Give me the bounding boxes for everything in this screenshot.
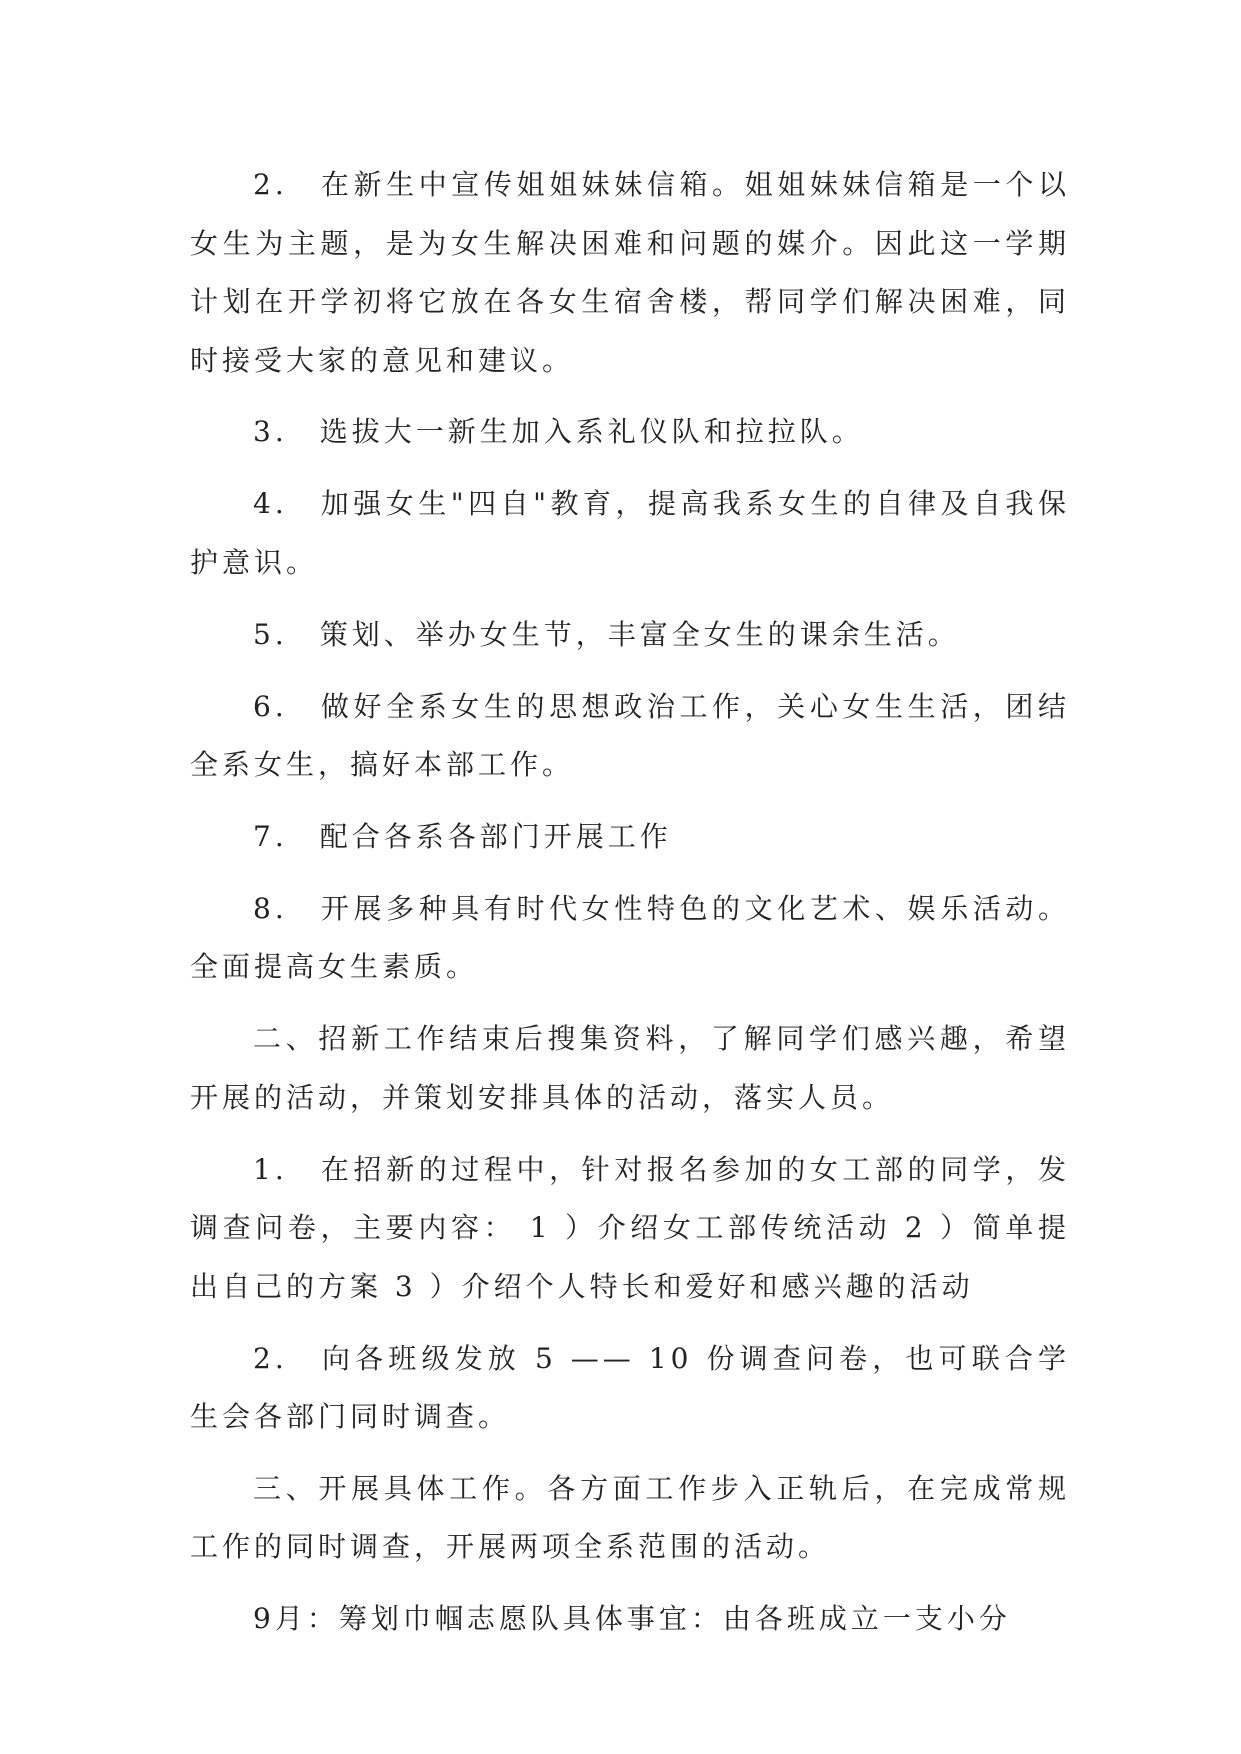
paragraph-item-8-cultural-activities: 8. 开展多种具有时代女性特色的文化艺术、娱乐活动。全面提高女生素质。 [190,891,1070,984]
paragraph-september-plan: 9月：筹划巾帼志愿队具体事宜：由各班成立一支小分 [253,1602,1011,1636]
paragraph-item-2-survey: 2. 向各班级发放 5 —— 10 份调查问卷，也可联合学生会各部门同时调查。 [190,1341,1070,1434]
paragraph-item-3-etiquette-team: 3. 选拔大一新生加入系礼仪队和拉拉队。 [253,415,864,449]
paragraph-item-7-cooperation: 7. 配合各系各部门开展工作 [253,819,672,853]
paragraph-item-1-questionnaire: 1. 在招新的过程中，针对报名参加的女工部的同学，发调查问卷，主要内容： 1 ）介绍女工部传统活动 2 ）简单提出自己的方案 3 ）介绍个人特长和爱好和感兴趣的活动 [190,1152,1070,1303]
document-body [190,156,1070,1662]
section-heading-two: 二、招新工作结束后搜集资料，了解同学们感兴趣，希望开展的活动，并策划安排具体的活动，落实人员。 [190,1022,1070,1114]
paragraph-item-4-education: 4. 加强女生"四自"教育，提高我系女生的自律及自我保护意识。 [190,487,1070,579]
paragraph-item-6-political-work: 6. 做好全系女生的思想政治工作，关心女生生活，团结全系女生，搞好本部工作。 [190,689,1070,782]
section-heading-three: 三、开展具体工作。各方面工作步入正轨后，在完成常规工作的同时调查，开展两项全系范围的活动。 [190,1471,1070,1564]
paragraph-item-2-mailbox: 2. 在新生中宣传姐姐妹妹信箱。姐姐妹妹信箱是一个以女生为主题，是为女生解决困难和问题的媒介。因此这一学期计划在开学初将它放在各女生宿舍楼，帮同学们解决困难，同时接受大家的意见和建议。 [190,168,1070,377]
paragraph-item-5-girls-festival: 5. 策划、举办女生节，丰富全女生的课余生活。 [253,617,960,651]
